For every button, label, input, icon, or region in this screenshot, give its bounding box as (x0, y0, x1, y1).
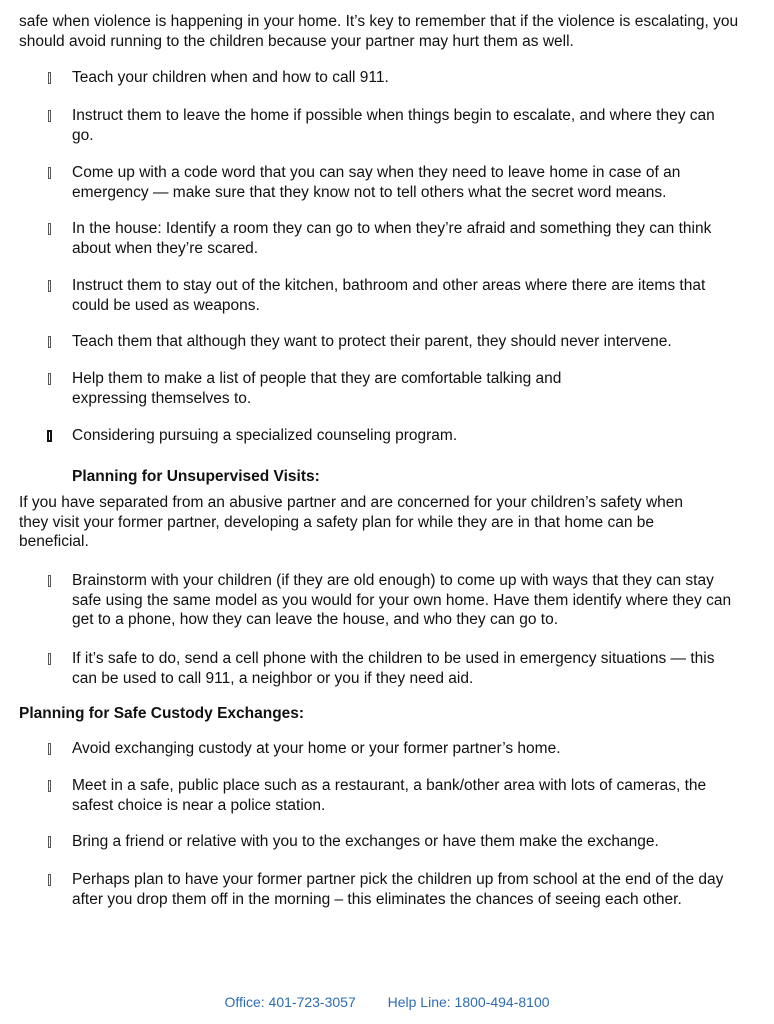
list-item-text: Help them to make a list of people that they are comfortable talking and expressing themselves to. (72, 370, 562, 407)
bullet-icon (44, 106, 54, 125)
office-phone: Office: 401-723-3057 (224, 994, 356, 1010)
list-item-text: Perhaps plan to have your former partner pick the children up from school at the end of the day after you drop them off in the morning – this eliminates the chances of seeing each other. (72, 871, 724, 908)
bullet-icon (44, 571, 54, 590)
list-item-text: Teach them that although they want to protect their parent, they should never intervene. (72, 333, 672, 350)
list-item-text: Brainstorm with your children (if they are old enough) to come up with ways that they can stay safe using the same model as you would for your own home. Have them identify where they can get to a phone, how they can leave the house, and who they can go to. (72, 572, 732, 628)
list-item-text: Avoid exchanging custody at your home or your former partner’s home. (72, 740, 561, 757)
bullet-icon (44, 163, 54, 182)
bullet-icon (44, 219, 54, 238)
bullet-icon (44, 870, 54, 889)
list-item-text: Meet in a safe, public place such as a restaurant, a bank/other area with lots of cameras, the safest choice is near a police station. (72, 777, 707, 814)
list-item-text: Come up with a code word that you can say when they need to leave home in case of an emergency — make sure that they know not to tell others what the secret word means. (72, 164, 681, 201)
list-item-text: Bring a friend or relative with you to the exchanges or have them make the exchange. (72, 833, 659, 850)
bullet-icon (44, 832, 54, 851)
bullet-icon (44, 332, 54, 351)
list-item-text: Instruct them to leave the home if possible when things begin to escalate, and where they can go. (72, 107, 715, 144)
page-footer (0, 993, 774, 1013)
list-item-text: Teach your children when and how to call 911. (72, 69, 389, 86)
unsupervised-visits-heading: Planning for Unsupervised Visits: (72, 468, 320, 485)
intro-paragraph: safe when violence is happening in your home. It’s key to remember that if the violence is escalating, you should avoid running to the children because your partner may hurt them as well. (19, 13, 739, 50)
help-line-phone: Help Line: 1800-494-8100 (387, 994, 550, 1010)
list-item-text: In the house: Identify a room they can go to when they’re afraid and something they can think about when they’re scared. (72, 220, 712, 257)
list-item-text: Instruct them to stay out of the kitchen, bathroom and other areas where there are items that could be used as weapons. (72, 277, 706, 314)
bullet-icon (44, 426, 54, 445)
unsupervised-visits-paragraph: If you have separated from an abusive partner and are concerned for your children’s safety when they visit your former partner, developing a safety plan for while they are in that home can be beneficial. (19, 494, 684, 550)
bullet-icon (44, 649, 54, 668)
bullet-icon (44, 739, 54, 758)
custody-exchanges-heading: Planning for Safe Custody Exchanges: (19, 705, 305, 722)
list-item-text: Considering pursuing a specialized counseling program. (72, 427, 458, 444)
bullet-icon (44, 68, 54, 87)
bullet-icon (44, 369, 54, 388)
list-item-text: If it’s safe to do, send a cell phone with the children to be used in emergency situations — this can be used to call 911, a neighbor or you if they need aid. (72, 650, 715, 687)
bullet-icon (44, 776, 54, 795)
bullet-icon (44, 276, 54, 295)
